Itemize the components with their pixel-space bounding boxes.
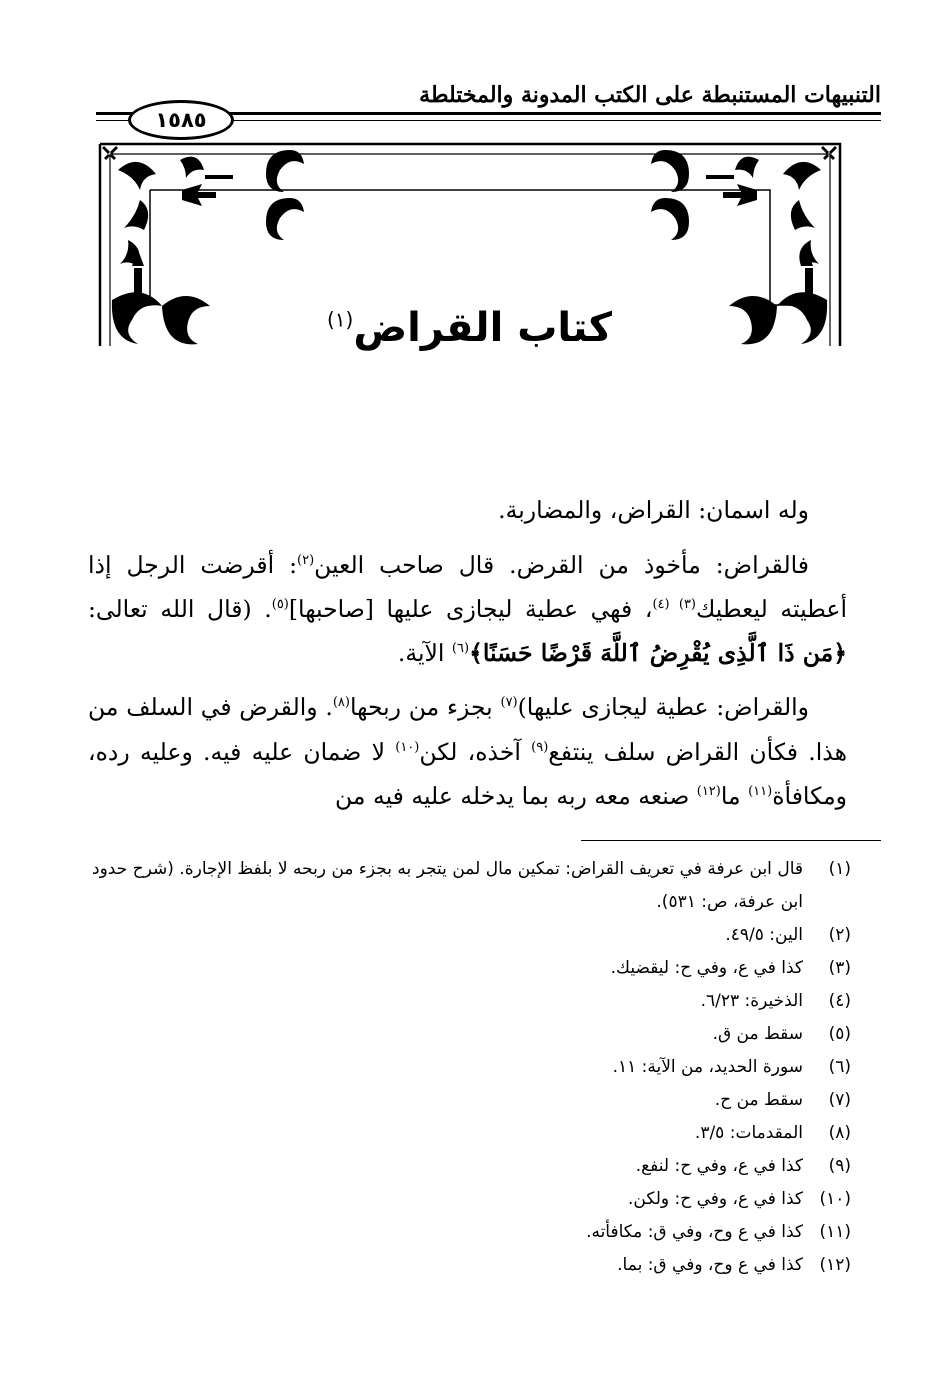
footnote	[92, 1150, 851, 1183]
text-run: صنعه معه ربه بما يدخله عليه فيه من	[335, 781, 697, 810]
footnote-number: (١٢)	[819, 1255, 851, 1275]
footnote	[92, 985, 851, 1018]
footnote-text: الين: ٤٩/٥.	[725, 925, 803, 945]
footnote-text: كذا في ع، وفي ح: ليقضيك.	[610, 958, 803, 978]
footnote-ref: (١٢)	[696, 784, 721, 800]
text-run: . (قال الله تعالى:	[88, 594, 272, 623]
footnote-text: كذا في ع، وفي ح: لنفع.	[635, 1156, 803, 1176]
footnote-ref: (١٠)	[395, 739, 420, 755]
footnote-number: (٢)	[828, 925, 851, 945]
footnote-number: (٨)	[828, 1123, 851, 1143]
footnote	[92, 1249, 851, 1282]
footnote-ref: (٨)	[332, 695, 350, 711]
footnote-text: كذا في ع وح، وفي ق: مكافأته.	[586, 1222, 803, 1242]
footnote-text: سقط من ق.	[712, 1024, 803, 1044]
text-run: وله اسمان: القراض، والمضاربة.	[498, 496, 809, 524]
footnote	[92, 919, 851, 952]
text-run: الآية.	[397, 638, 452, 667]
footnote-ref: (١١)	[748, 784, 773, 800]
footnote	[92, 1084, 851, 1117]
footnote-ref: (٢)	[297, 552, 315, 568]
footnote-number: (١٠)	[819, 1189, 851, 1209]
footnote-ref: (٩)	[531, 739, 549, 755]
footnote-text: قال ابن عرفة في تعريف القراض: تمكين مال لمن يتجر به بجزء من ربحه لا بلفظ الإجارة. (شرح حدود ابن عرفة، ص: ٥٣١).	[92, 859, 803, 912]
footnote-ref: (٦)	[451, 641, 470, 657]
footnote-number: (٩)	[828, 1156, 851, 1176]
footnote-ref: (٣) (٤)	[652, 596, 696, 612]
text-run: ، فهي عطية ليجازى عليها [صاحبها]	[288, 594, 653, 623]
footnote	[92, 1051, 851, 1084]
page-number: ١٥٨٥	[128, 100, 234, 140]
footnote-number: (٧)	[828, 1090, 851, 1110]
text-run: ما	[720, 781, 749, 810]
footnote-number: (١)	[828, 859, 851, 879]
quran-verse: ﴿مَن ذَا ٱلَّذِى يُقْرِضُ ٱللَّهَ قَرْضًا حَسَنًا﴾	[469, 638, 847, 667]
text-run: : أقرضت الرجل إذا أعطيته ليعطيك	[88, 550, 847, 623]
footnote-text: المقدمات: ٣/٥.	[694, 1123, 803, 1143]
body-text	[88, 490, 847, 826]
footnote-number: (٤)	[828, 991, 851, 1011]
footnote-ref: (٥)	[271, 596, 289, 612]
footnote	[92, 1018, 851, 1051]
footnote-number: (٣)	[828, 958, 851, 978]
footnote-text: كذا في ع، وفي ح: ولكن.	[627, 1189, 803, 1209]
footnotes	[92, 853, 851, 1282]
text-run: بجزء من ربحها	[349, 693, 501, 722]
text-run: والقراض: عطية ليجازى عليها)	[517, 693, 809, 722]
text-run: فالقراض: مأخوذ من القرض. قال صاحب العين	[314, 550, 809, 579]
body-paragraph	[88, 683, 847, 816]
footnote-number: (١١)	[819, 1222, 851, 1242]
footnote-text: سورة الحديد، من الآية: ١١.	[612, 1057, 803, 1077]
footnote	[92, 952, 851, 985]
running-title: التنبيهات المستنبطة على الكتب المدونة والمختلطة	[419, 82, 881, 108]
chapter-title-note: (١)	[326, 307, 354, 332]
footnote-rule	[581, 840, 881, 841]
footnote	[92, 1216, 851, 1249]
body-paragraph	[88, 541, 847, 674]
footnote	[92, 853, 851, 919]
text-run: لا ضمان عليه فيه. وعليه رده، ومكافأة	[88, 737, 847, 810]
footnote-ref: (٧)	[500, 695, 518, 711]
chapter-title	[0, 305, 939, 351]
footnote-number: (٥)	[828, 1024, 851, 1044]
footnote	[92, 1117, 851, 1150]
footnote-text: الذخيرة: ٦/٢٣.	[700, 991, 803, 1011]
chapter-title-text: كتاب القراض	[353, 305, 613, 351]
body-paragraph	[88, 490, 847, 531]
footnote-number: (٦)	[828, 1057, 851, 1077]
text-run: . والقرض في السلف من هذا. فكأن القراض سلف ينتفع	[88, 693, 847, 766]
footnote-text: كذا في ع وح، وفي ق: بما.	[617, 1255, 803, 1275]
footnote-text: سقط من ح.	[714, 1090, 803, 1110]
text-run: آخذه، لكن	[419, 737, 532, 766]
footnote	[92, 1183, 851, 1216]
